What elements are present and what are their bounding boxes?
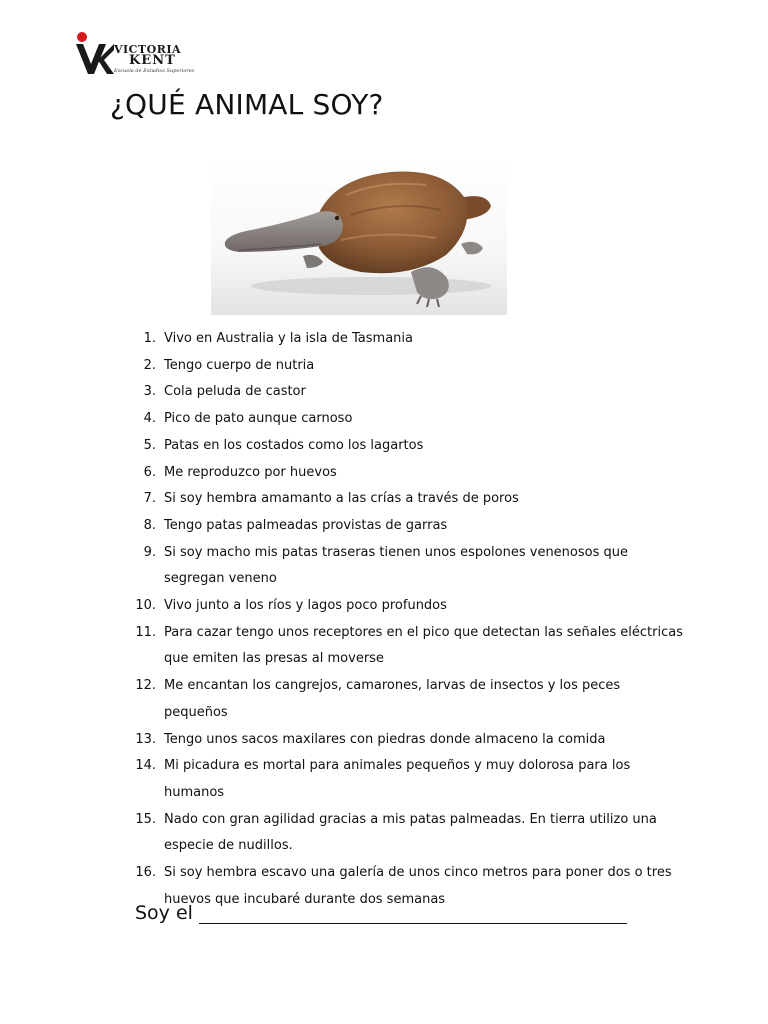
clue-number: 16. [135,865,156,881]
clue-item [128,379,688,406]
clue-text: Tengo cuerpo de nutria [164,357,315,373]
clue-text: Tengo patas palmeadas provistas de garras [164,517,448,533]
clue-number: 3. [143,384,156,400]
clue-item [128,673,688,726]
logo-tagline: Escuela de Estudios Superiores [114,68,195,74]
school-logo-icon [74,30,116,78]
clue-item [128,540,688,593]
clue-number: 9. [143,544,156,560]
clue-text: Me reproduzco por huevos [164,464,337,480]
clue-text: Pico de pato aunque carnoso [164,411,353,427]
clue-number: 2. [143,357,156,373]
clue-item [128,326,688,353]
clue-text: Me encantan los cangrejos, camarones, larvas de insectos y los peces pequeños [164,678,621,720]
clue-text: Si soy hembra escavo una galería de unos cinco metros para poner dos o tres huevos que incubaré durante dos semanas [164,865,672,907]
clue-text: Cola peluda de castor [164,384,306,400]
clue-number: 14. [135,758,156,774]
clue-text: Vivo junto a los ríos y lagos poco profundos [164,598,447,614]
clue-item [128,593,688,620]
clue-number: 12. [135,678,156,694]
clue-text: Nado con gran agilidad gracias a mis patas palmeadas. En tierra utilizo una especie de nudillos. [164,811,657,854]
answer-line [135,902,627,924]
platypus-image [211,160,507,315]
clue-text: Vivo en Australia y la isla de Tasmania [164,331,413,346]
clue-number: 11. [135,624,156,640]
page-title: ¿QUÉ ANIMAL SOY? [110,88,384,121]
clue-number: 15. [135,811,156,827]
clue-number: 5. [143,437,156,453]
clue-item [128,753,688,806]
clue-item [128,727,688,754]
clue-item [128,406,688,433]
clue-text: Mi picadura es mortal para animales pequeños y muy dolorosa para los humanos [164,758,631,800]
logo-line-1: VICTORIA [114,43,182,56]
clue-text: Si soy macho mis patas traseras tienen unos espolones venenosos que segregan veneno [164,544,628,587]
clue-number: 13. [135,731,156,747]
clue-text: Patas en los costados como los lagartos [164,437,424,453]
school-logo [74,30,195,78]
clue-item [128,807,688,860]
answer-blank[interactable] [199,903,627,924]
clue-number: 1. [143,331,156,346]
clue-item [128,620,688,673]
clue-number: 8. [143,517,156,533]
clue-list [128,326,688,913]
clue-number: 10. [135,598,156,614]
clue-item [128,353,688,380]
answer-label: Soy el [135,902,193,924]
clue-text: Tengo unos sacos maxilares con piedras donde almaceno la comida [164,731,606,747]
clue-number: 4. [143,411,156,427]
clue-text: Para cazar tengo unos receptores en el pico que detectan las señales eléctricas que emiten las presas al moverse [164,624,683,667]
clue-number: 6. [143,464,156,480]
clue-item [128,433,688,460]
logo-line-2: KENT [129,53,176,68]
clue-item [128,460,688,487]
clue-item [128,513,688,540]
clue-number: 7. [143,491,156,507]
clue-text: Si soy hembra amamanto a las crías a través de poros [164,491,519,507]
clue-item [128,486,688,513]
